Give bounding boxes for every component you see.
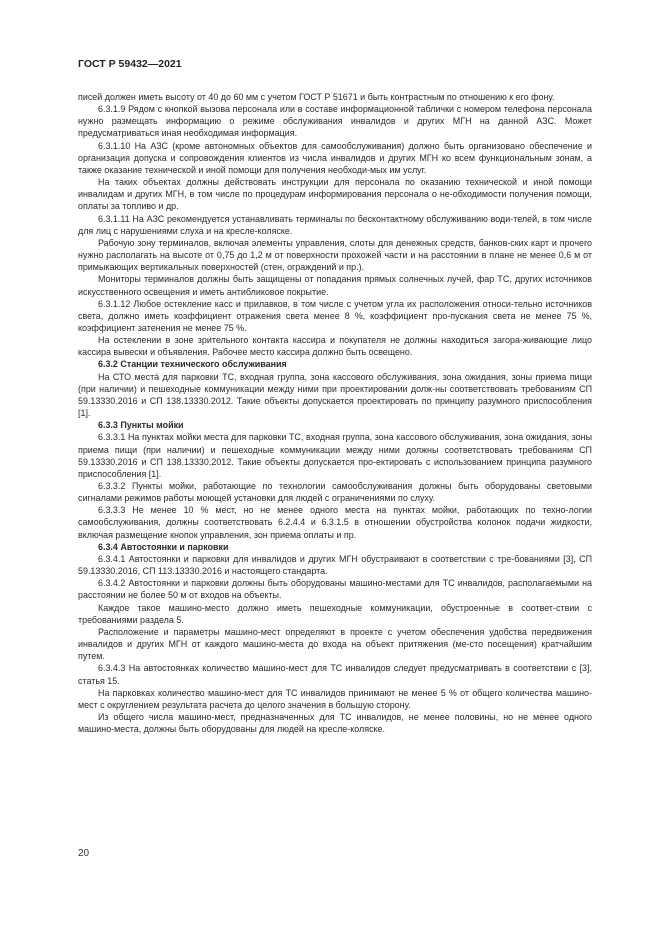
- paragraph: Из общего числа машино-мест, предназначенных для ТС инвалидов, не менее половины, но не менее одного машино-места, должны быть оборудованы для людей на кресле-коляске.: [78, 711, 592, 735]
- document-header: ГОСТ Р 59432—2021: [78, 58, 182, 70]
- paragraph: На таких объектах должны действовать инструкции для персонала по оказанию технической и иной помощи инвалидам и других МГН, в том числе по процедурам информирования персонала о не-обходимости получения помощи, оплаты за топливо и др.: [78, 177, 592, 212]
- paragraph: 6.3.1.10 На АЗС (кроме автономных объектов для самообслуживания) должно быть организовано обеспечение и организация допуска и сопровождения клиентов из числа инвалидов и других МГН ко всем функциональным зонам, а также оказание технической и иной помощи для получения необходи-мых им услуг.: [78, 140, 592, 175]
- paragraph: 6.3.3.3 Не менее 10 % мест, но не менее одного места на пунктах мойки, работающих по техно-логии самообслуживания, должны соответствовать 6.2.4.4 и 6.3.1.5 в отношении обустройства колонок подачи жидкости, включая размещение кнопок управления, зон приема оплаты и пр.: [78, 505, 592, 540]
- paragraph: 6.3.4.2 Автостоянки и парковки должны быть оборудованы машино-местами для ТС инвалидов, располагаемыми на расстоянии не более 50 м от входов на объекты.: [78, 578, 592, 601]
- paragraph: 6.3.1.12 Любое остекление касс и прилавков, в том числе с учетом угла их расположения относи-тельно источников света, должно иметь коэффициент отражения света менее 8 %, коэффициент про-пускания света не менее 75 %, коэффициент затенения не менее 75 %.: [78, 298, 592, 333]
- paragraph: Расположение и параметры машино-мест определяют в проекте с учетом обеспечения удобства передвижения инвалидов и других МГН от каждого машино-места до входа на объект притяжения (ме-сто посещения) кратчайшим путем.: [78, 626, 592, 662]
- paragraph: Рабочую зону терминалов, включая элементы управления, слоты для денежных средств, банков-ских карт и прочего нужно располагать на высоте от 0,75 до 1,2 м от поверхности прохожей части и на расстоянии в плане не менее 0,6 м от примыкающих вертикальных поверхностей (стен, ограждений и пр.).: [78, 237, 592, 273]
- section-heading: 6.3.3 Пункты мойки: [98, 420, 184, 431]
- paragraph: Мониторы терминалов должны быть защищены от попадания прямых солнечных лучей, фар ТС, других источников искусственного освещения и иметь антибликовое покрытие.: [78, 274, 592, 297]
- section-heading: 6.3.2 Станции технического обслуживания: [98, 359, 287, 370]
- section-heading: 6.3.4 Автостоянки и парковки: [98, 541, 229, 552]
- paragraph: 6.3.4.3 На автостоянках количество машино-мест для ТС инвалидов следует предусматривать в соответствии с [3], статья 15.: [78, 663, 592, 686]
- paragraph: 6.3.1.11 На АЗС рекомендуется устанавливать терминалы по бесконтактному обслуживанию води-телей, в том числе для лиц с нарушениями слуха и на кресле-коляске.: [78, 213, 592, 236]
- page-number: 20: [78, 848, 90, 859]
- paragraph: 6.3.1.9 Рядом с кнопкой вызова персонала или в составе информационной таблички с номером телефона персонала нужно размещать информацию о режиме обслуживания инвалидов и других МГН на данной АЗС. Может предусматриваться иная необходимая информация.: [78, 104, 592, 139]
- paragraph: 6.3.3.1 На пунктах мойки места для парковки ТС, входная группа, зона кассового обслуживания, зона ожидания, зоны приема пищи (при наличии) и пешеходные коммуникации между ними должны соответствовать требованиям СП 59.13330.2016 и СП 138.13330.2012. Такие объекты допускается про-ектировать с использованием принципа разумного приспособления [1].: [78, 432, 592, 479]
- paragraph: 6.3.4.1 Автостоянки и парковки для инвалидов и других МГН обустраивают в соответствии с тре-бованиями [3], СП 59.13330.2016, СП 113.13330.2016 и настоящего стандарта.: [78, 553, 592, 577]
- paragraph: 6.3.3.2 Пункты мойки, работающие по технологии самообслуживания должны быть оборудованы световыми сигналами режимов работы моющей установки для людей с ограничениями по слуху.: [78, 481, 592, 504]
- paragraph: На СТО места́ для парковки ТС, входная группа, зона кассового обслуживания, зона ожидания, зоны приема пищи (при наличии) и пешеходные коммуникации между ними при проектировании долж-ны соответствовать требованиям СП 59.13330.2016 и СП 138.13330.2012. Такие объекты допускается проектировать по принципу разумного приспособления [1].: [78, 371, 592, 419]
- paragraph: писей должен иметь высоту от 40 до 60 мм с учетом ГОСТ Р 51671 и быть контрастным по отношению к его фону.: [78, 92, 555, 102]
- document-body: [78, 91, 592, 735]
- paragraph: На остеклении в зоне зрительного контакта кассира и покупателя не должны находиться загора-живающие лицо кассира вывески и объявления. Рабочее место кассира должно быть освещено.: [78, 335, 592, 358]
- paragraph: Каждое такое машино-место должно иметь пешеходные коммуникации, обустроенные в соответ-ствии с требованиями раздела 5.: [78, 602, 592, 625]
- paragraph: На парковках количество машино-мест для ТС инвалидов принимают не менее 5 % от общего количества машино-мест с округлением результата расчета до целого значения в большую сторону.: [78, 687, 592, 710]
